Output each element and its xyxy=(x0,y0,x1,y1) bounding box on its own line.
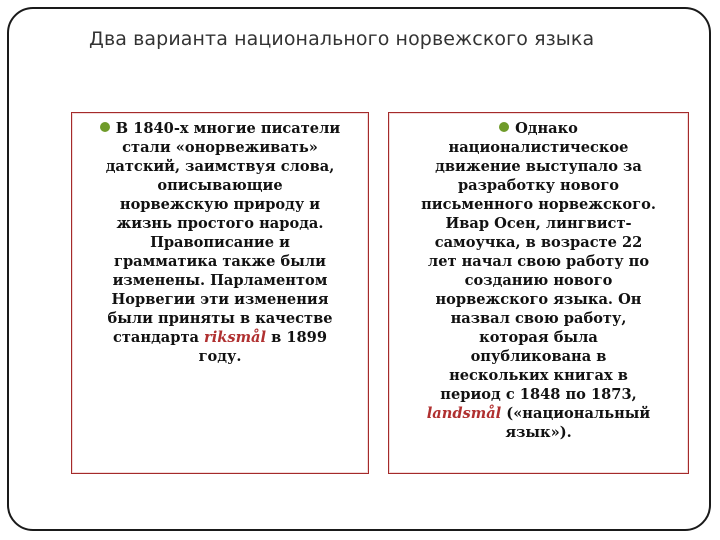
text-line: движение выступало за xyxy=(435,158,642,175)
text-line: разработку нового xyxy=(457,177,620,194)
text-line: опубликована в xyxy=(470,348,607,365)
text-line: году. xyxy=(198,348,242,365)
bullet-icon xyxy=(100,122,110,132)
landsmal-term: landsmål xyxy=(426,405,502,422)
right-column-text xyxy=(392,119,685,442)
text-line: жизнь простого народа. xyxy=(116,215,324,232)
text-line: язык»). xyxy=(505,424,572,441)
text-line: В 1840-х многие писатели xyxy=(76,119,364,138)
text-line: грамматика также были xyxy=(114,253,326,270)
text-line: письменного норвежского. xyxy=(421,196,656,213)
left-column-text xyxy=(76,119,364,366)
text-line: норвежского языка. Он xyxy=(435,291,642,308)
text-line: назвал свою работу, xyxy=(450,310,627,327)
text-line: Норвегии эти изменения xyxy=(111,291,329,308)
text-line: описывающие xyxy=(157,177,283,194)
text-line: landsmål («национальный xyxy=(426,405,651,422)
text-line: стандарта riksmål в 1899 xyxy=(113,329,327,346)
text-line: были приняты в качестве xyxy=(107,310,333,327)
bullet-icon xyxy=(499,122,509,132)
text-line: изменены. Парламентом xyxy=(112,272,328,289)
slide-title: Два варианта национального норвежского языка xyxy=(89,28,595,50)
text-line: Однако xyxy=(392,119,685,138)
text-line: лет начал свою работу по xyxy=(427,253,650,270)
text-line: Ивар Осен, лингвист- xyxy=(445,215,632,232)
text-line: датский, заимствуя слова, xyxy=(105,158,335,175)
text-line: Правописание и xyxy=(150,234,290,251)
text-line: период с 1848 по 1873, xyxy=(440,386,637,403)
riksmal-term: riksmål xyxy=(204,329,267,346)
text-line: стали «онорвеживать» xyxy=(122,139,318,156)
text-line: норвежскую природу и xyxy=(119,196,321,213)
text-line: созданию нового xyxy=(464,272,613,289)
text-line: которая была xyxy=(479,329,598,346)
text-line: нескольких книгах в xyxy=(449,367,628,384)
text-line: самоучка, в возрасте 22 xyxy=(434,234,643,251)
text-line: националистическое xyxy=(448,139,629,156)
